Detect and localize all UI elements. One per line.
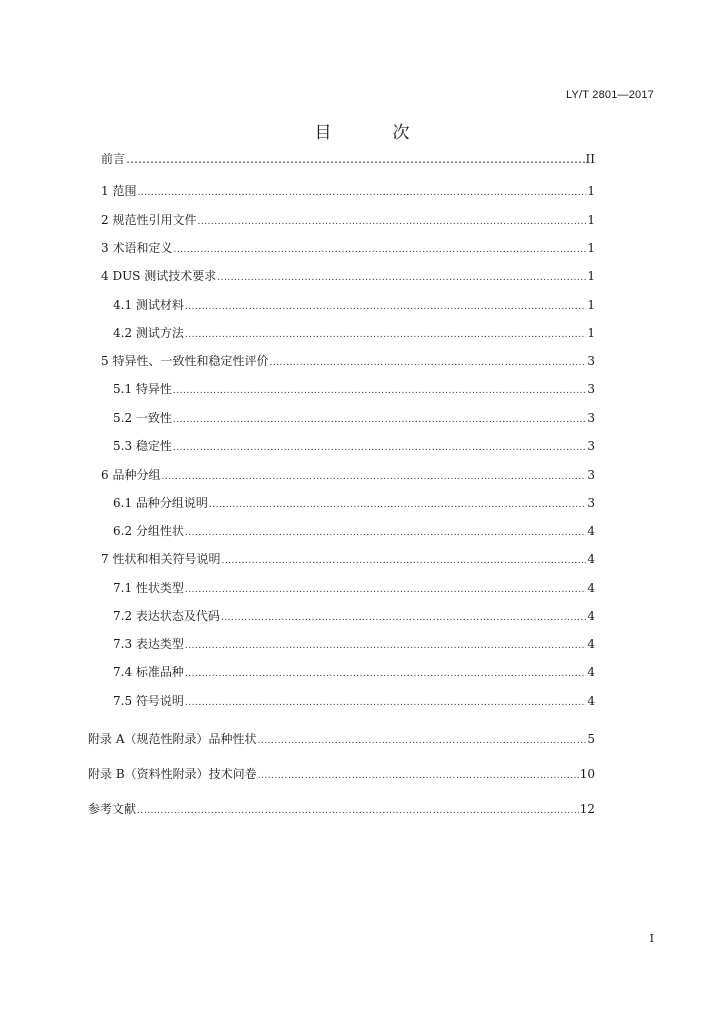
toc-entry-page: 5 [587, 732, 595, 746]
toc-entry-page: 4 [587, 609, 595, 623]
toc-entry-page: 4 [587, 524, 595, 538]
toc-entry-label: 4.1 测试材料 [113, 298, 184, 312]
toc-leader-dots [137, 802, 579, 816]
toc-entry-label: 4 DUS 测试技术要求 [101, 269, 217, 283]
toc-entry[interactable] [113, 437, 595, 457]
toc-entry[interactable] [101, 352, 595, 372]
toc-entry[interactable] [101, 211, 595, 231]
toc-entry-label: 2 规范性引用文件 [101, 213, 197, 227]
toc-entry-page: 4 [587, 694, 595, 708]
toc-leader-dots [185, 637, 586, 651]
toc-entry-page: 4 [587, 581, 595, 595]
toc-entry-page: 12 [579, 802, 595, 816]
toc-entry[interactable] [113, 380, 595, 400]
toc-entry[interactable] [101, 182, 595, 202]
toc-leader-dots [269, 354, 586, 368]
toc-leader-dots [185, 665, 586, 679]
toc-entry-page: 1 [587, 269, 595, 283]
toc-entry[interactable] [113, 409, 595, 429]
toc-leader-dots [185, 298, 586, 312]
toc-entry-page: 1 [587, 241, 595, 255]
toc-leader-dots [137, 184, 586, 198]
toc-leader-dots [185, 524, 586, 538]
toc-entry-label: 7 性状和相关符号说明 [101, 552, 221, 566]
toc-leader-dots [217, 269, 586, 283]
toc-entry-page: 3 [587, 496, 595, 510]
toc-entry-page: 3 [587, 411, 595, 425]
toc-entry-label: 5 特异性、一致性和稳定性评价 [101, 354, 269, 368]
toc-leader-dots [173, 241, 586, 255]
toc-entry[interactable] [101, 466, 595, 486]
toc-entry[interactable] [113, 635, 595, 655]
toc-entry-page: 3 [587, 468, 595, 482]
toc-entry-page: 4 [587, 637, 595, 651]
toc-entry-page: 4 [587, 665, 595, 679]
document-code: LY/T 2801—2017 [565, 89, 654, 101]
toc-entry[interactable] [101, 239, 595, 259]
toc-entry[interactable] [101, 267, 595, 287]
toc-entry-label: 附录 B（资料性附录）技术问卷 [88, 767, 257, 781]
toc-entry[interactable] [113, 296, 595, 316]
toc-entry-page: 10 [579, 767, 595, 781]
toc-entry[interactable] [113, 494, 595, 514]
toc-entry-page: 3 [587, 382, 595, 396]
toc-leader-dots [173, 439, 586, 453]
toc-entry-label: 5.1 特异性 [113, 382, 172, 396]
toc-entry[interactable] [101, 150, 595, 170]
toc-entry-label: 7.4 标准品种 [113, 665, 184, 679]
toc-leader-dots [185, 694, 586, 708]
toc-entry[interactable] [113, 522, 595, 542]
toc-entry[interactable] [113, 607, 595, 627]
toc-entry-label: 5.2 一致性 [113, 411, 172, 425]
toc-entry-label: 6.2 分组性状 [113, 524, 184, 538]
toc-leader-dots [221, 609, 586, 623]
toc-entry-page: 1 [587, 326, 595, 340]
toc-leader-dots [173, 382, 586, 396]
toc-entry-label: 6.1 品种分组说明 [113, 496, 208, 510]
toc-entry-page: 3 [587, 439, 595, 453]
toc-leader-dots [161, 468, 586, 482]
toc-entry-label: 7.5 符号说明 [113, 694, 184, 708]
toc-leader-dots [197, 213, 586, 227]
toc-entry-label: 4.2 测试方法 [113, 326, 184, 340]
toc-entry[interactable] [113, 692, 595, 712]
toc-entry-page: 3 [587, 354, 595, 368]
toc-leader-dots [257, 732, 586, 746]
toc-entry-page: II [585, 152, 595, 166]
toc-title: 目 次 [314, 123, 432, 143]
toc-entry[interactable] [113, 324, 595, 344]
toc-entry-label: 7.3 表达类型 [113, 637, 184, 651]
toc-leader-dots [221, 552, 586, 566]
toc-leader-dots [126, 152, 585, 166]
toc-entry-page: 4 [587, 552, 595, 566]
toc-entry[interactable] [88, 800, 595, 820]
toc-leader-dots [185, 581, 586, 595]
toc-entry-label: 5.3 稳定性 [113, 439, 172, 453]
toc-entry[interactable] [88, 730, 595, 750]
toc-entry-label: 1 范围 [101, 184, 137, 198]
toc-leader-dots [209, 496, 586, 510]
toc-entry-page: 1 [587, 213, 595, 227]
toc-leader-dots [173, 411, 586, 425]
toc-leader-dots [185, 326, 586, 340]
toc-entry-label: 参考文献 [88, 802, 137, 816]
toc-entry-label: 7.1 性状类型 [113, 581, 184, 595]
toc-entry-label: 3 术语和定义 [101, 241, 173, 255]
toc-entry[interactable] [113, 579, 595, 599]
toc-entry-label: 6 品种分组 [101, 468, 161, 482]
toc-entry-label: 附录 A（规范性附录）品种性状 [88, 732, 257, 746]
toc-entry-page: 1 [587, 298, 595, 312]
toc-entry-label: 前言 [101, 152, 126, 166]
toc-entry[interactable] [88, 765, 595, 785]
page-number: I [649, 932, 654, 945]
toc-entry-page: 1 [587, 184, 595, 198]
toc-leader-dots [258, 767, 579, 781]
toc-entry[interactable] [101, 550, 595, 570]
toc-entry[interactable] [113, 663, 595, 683]
toc-entry-label: 7.2 表达状态及代码 [113, 609, 220, 623]
